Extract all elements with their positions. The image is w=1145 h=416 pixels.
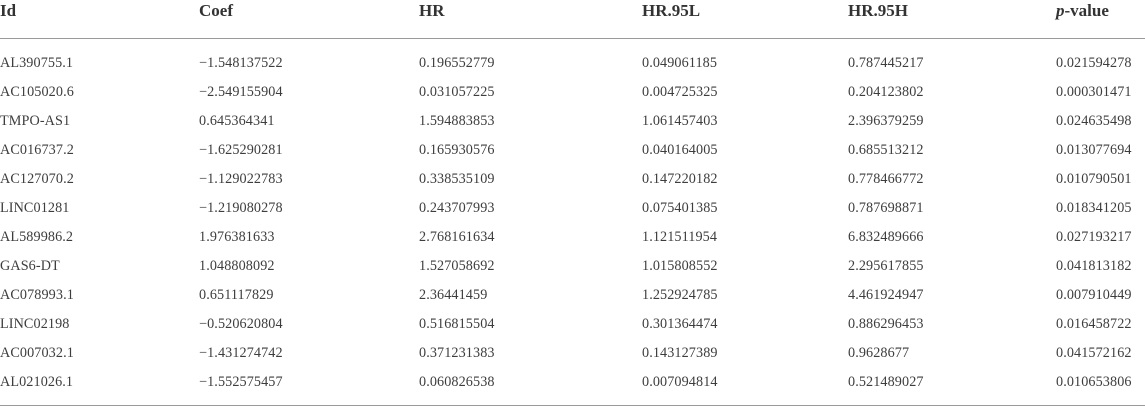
cell-coef: 1.048808092 (199, 258, 275, 274)
cell-hr: 0.516815504 (419, 316, 495, 332)
cell-id: AL390755.1 (0, 55, 74, 71)
cell-pvalue: 0.010653806 (1056, 368, 1145, 406)
cell-pvalue: 0.013077694 (1056, 142, 1132, 158)
table-row (0, 78, 1145, 107)
cell-hr95h: 0.9628677 (848, 345, 910, 361)
table-row (0, 165, 1145, 194)
cell-id: AL021026.1 (0, 368, 199, 406)
header-hr95h: HR.95H (848, 0, 1056, 39)
cell-hr95h: 0.886296453 (848, 316, 924, 332)
cell-hr: 0.060826538 (419, 368, 642, 406)
cell-id: LINC01281 (0, 200, 70, 216)
cell-hr95l: 0.049061185 (642, 55, 718, 71)
cell-coef: −2.549155904 (199, 84, 283, 100)
cell-pvalue: 0.000301471 (1056, 84, 1132, 100)
table-row (0, 339, 1145, 368)
cell-hr95h: 2.295617855 (848, 258, 924, 274)
cell-hr95h: 0.787698871 (848, 200, 924, 216)
table-row (0, 252, 1145, 281)
cell-id: AC078993.1 (0, 287, 74, 303)
table-row (0, 136, 1145, 165)
cell-hr95l: 0.075401385 (642, 200, 718, 216)
table-row (0, 223, 1145, 252)
cell-hr95h: 0.204123802 (848, 84, 924, 100)
cell-pvalue: 0.016458722 (1056, 316, 1132, 332)
cell-pvalue: 0.018341205 (1056, 200, 1132, 216)
cell-hr: 2.768161634 (419, 229, 495, 245)
cell-hr95h: 0.778466772 (848, 171, 924, 187)
table-row (0, 281, 1145, 310)
header-pvalue (1056, 0, 1145, 39)
cell-hr95l: 1.015808552 (642, 258, 718, 274)
table-row (0, 107, 1145, 136)
cell-hr95l: 0.301364474 (642, 316, 718, 332)
cell-id: AL589986.2 (0, 229, 74, 245)
cell-hr95h: 0.787445217 (848, 55, 924, 71)
cell-hr95l: 1.121511954 (642, 229, 718, 245)
cell-id: AC127070.2 (0, 171, 74, 187)
cell-hr95l: 0.143127389 (642, 345, 718, 361)
cell-hr95l: 0.007094814 (642, 368, 848, 406)
table-row (0, 39, 1145, 79)
header-hr: HR (419, 0, 642, 39)
header-id: Id (0, 0, 199, 39)
cell-hr: 0.371231383 (419, 345, 495, 361)
cell-id: GAS6-DT (0, 258, 60, 274)
cell-hr95h: 0.685513212 (848, 142, 924, 158)
cell-pvalue: 0.010790501 (1056, 171, 1132, 187)
table-row (0, 310, 1145, 339)
cell-hr: 0.243707993 (419, 200, 495, 216)
header-hr95l: HR.95L (642, 0, 848, 39)
table-row (0, 368, 1145, 406)
table-row (0, 194, 1145, 223)
cell-coef: 0.651117829 (199, 287, 274, 303)
table-header (0, 0, 1145, 39)
cell-pvalue: 0.007910449 (1056, 287, 1132, 303)
cell-hr95h: 2.396379259 (848, 113, 924, 129)
cell-hr95l: 0.004725325 (642, 84, 718, 100)
cell-coef: −1.431274742 (199, 345, 283, 361)
cell-hr95h: 0.521489027 (848, 368, 1056, 406)
cell-hr: 1.527058692 (419, 258, 495, 274)
header-pvalue-p: p (1056, 1, 1065, 20)
cell-coef: −0.520620804 (199, 316, 283, 332)
cell-hr95l: 0.040164005 (642, 142, 718, 158)
cell-pvalue: 0.021594278 (1056, 55, 1132, 71)
cell-coef: −1.548137522 (199, 55, 283, 71)
cell-coef: 0.645364341 (199, 113, 275, 129)
cell-id: AC007032.1 (0, 345, 74, 361)
cell-coef: −1.625290281 (199, 142, 283, 158)
cell-hr: 2.36441459 (419, 287, 488, 303)
cell-hr95h: 4.461924947 (848, 287, 924, 303)
cell-id: AC016737.2 (0, 142, 74, 158)
cell-id: AC105020.6 (0, 84, 74, 100)
cell-hr95l: 0.147220182 (642, 171, 718, 187)
cell-coef: −1.219080278 (199, 200, 283, 216)
cell-hr95l: 1.061457403 (642, 113, 718, 129)
cell-hr: 1.594883853 (419, 113, 495, 129)
cell-coef: −1.129022783 (199, 171, 283, 187)
cell-hr: 0.338535109 (419, 171, 495, 187)
cell-hr: 0.031057225 (419, 84, 495, 100)
cell-hr95l: 1.252924785 (642, 287, 718, 303)
cell-coef: −1.552575457 (199, 368, 419, 406)
cell-id: TMPO-AS1 (0, 113, 71, 129)
header-coef: Coef (199, 0, 419, 39)
cell-hr: 0.165930576 (419, 142, 495, 158)
cell-pvalue: 0.041813182 (1056, 258, 1132, 274)
cell-pvalue: 0.024635498 (1056, 113, 1132, 129)
cell-pvalue: 0.027193217 (1056, 229, 1132, 245)
cell-pvalue: 0.041572162 (1056, 345, 1132, 361)
cell-coef: 1.976381633 (199, 229, 275, 245)
cell-id: LINC02198 (0, 316, 70, 332)
header-pvalue-suffix: -value (1064, 1, 1109, 20)
table-body (0, 39, 1145, 406)
cell-hr: 0.196552779 (419, 55, 495, 71)
header-row (0, 0, 1145, 39)
cell-hr95h: 6.832489666 (848, 229, 924, 245)
